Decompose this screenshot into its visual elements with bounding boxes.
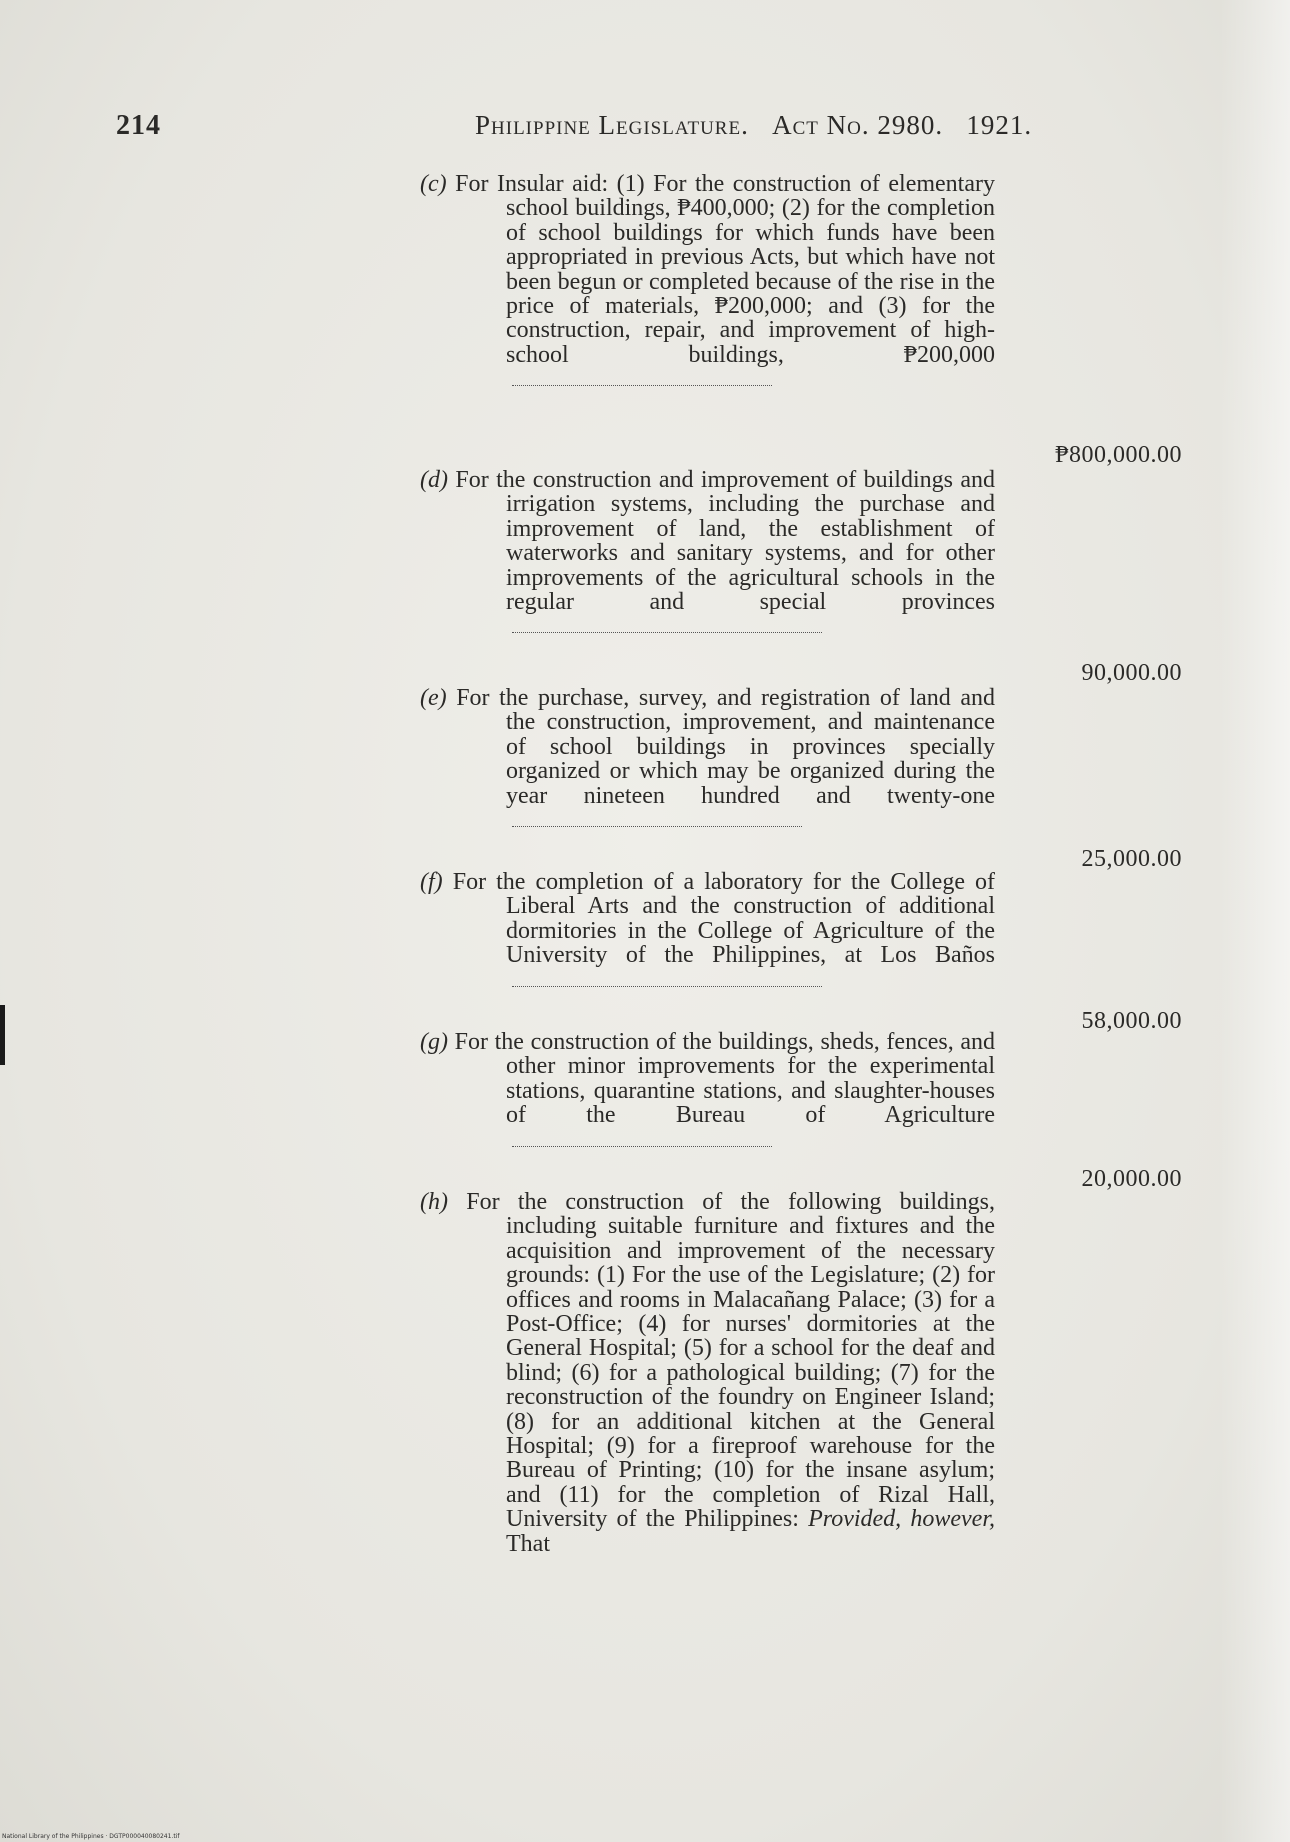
item-letter: (e) — [420, 685, 447, 711]
item-letter: (h) — [420, 1189, 448, 1215]
scan-credit: National Library of the Philippines · DGTP000040080241.tif — [2, 1833, 180, 1840]
appropriation-item-e — [420, 686, 995, 832]
appropriation-item-f — [420, 870, 995, 992]
proviso-text: Provided, however, — [808, 1506, 996, 1533]
appropriation-item-c — [420, 172, 995, 392]
appropriation-item-g — [420, 1030, 995, 1152]
dot-leader — [512, 1140, 772, 1147]
amount-f: 58,000.00 — [1081, 1008, 1182, 1034]
page-number: 214 — [116, 110, 161, 141]
item-text: For Insular aid: (1) For the construction of elementary school buildings, ₱400,000; (2) for the completion of school buildings for which funds have been appropriated in previous Acts, but which have not been begun or completed because of the rise in the price of materials, ₱200,000; and (3) for the construction, repair, and improvement of high-school buildings, ₱200,000 — [455, 171, 995, 368]
amount-e: 25,000.00 — [1081, 846, 1182, 872]
item-letter: (f) — [420, 869, 443, 895]
amount-g: 20,000.00 — [1081, 1166, 1182, 1192]
item-text: For the construction of the following buildings, including suitable furniture and fixtures and the acquisition and improvement of the necessary grounds: (1) For the use of the Legislature; (2) for offices and rooms in Malacañang Palace; (3) for a Post-Office; (4) for nurses' dormitories at the General Hospital; (5) for a school for the deaf and blind; (6) for a pathological building; (7) for the reconstruction of the foundry on Engineer Island; (8) for an additional kitchen at the General Hospital; (9) for a fireproof warehouse for the Bureau of Printing; (10) for the insane asylum; and (11) for the completion of Rizal Hall, University of the Philippines: — [466, 1189, 995, 1533]
dot-leader — [512, 980, 822, 987]
amount-c: ₱800,000.00 — [1055, 442, 1182, 468]
running-head-act: Act No. 2980. — [772, 110, 944, 140]
scan-binding-mark — [0, 1005, 5, 1065]
appropriation-item-d — [420, 468, 995, 639]
item-letter: (c) — [420, 171, 447, 197]
dot-leader — [512, 820, 802, 827]
running-head — [475, 110, 1032, 141]
item-tail: That — [506, 1530, 550, 1557]
running-head-year: 1921. — [966, 110, 1033, 140]
item-letter: (d) — [420, 467, 448, 493]
amount-d: 90,000.00 — [1081, 660, 1182, 686]
dot-leader — [512, 626, 822, 633]
item-text: For the construction of the buildings, sheds, fences, and other minor improvements for the experimental stations, quarantine stations, and slaughter-houses of the Bureau of Agriculture — [454, 1029, 996, 1129]
running-head-title: Philippine Legislature. — [475, 110, 749, 140]
scan-edge-shadow — [1220, 0, 1290, 1842]
item-text: For the completion of a laboratory for the College of Liberal Arts and the construction of additional dormitories in the College of Agriculture of the University of the Philippines, at Los Baños — [452, 869, 996, 969]
item-letter: (g) — [420, 1029, 448, 1055]
item-text: For the purchase, survey, and registration of land and the construction, improvement, and maintenance of school buildings in provinces specially organized or which may be organized during the year nineteen hundred and twenty-one — [456, 685, 995, 809]
item-text: For the construction and improvement of buildings and irrigation systems, including the purchase and improvement of land, the establishment of waterworks and sanitary systems, and for other improvements of the agricultural schools in the regular and special provinces — [455, 467, 995, 616]
dot-leader — [512, 379, 772, 386]
appropriation-item-h — [420, 1190, 995, 1556]
